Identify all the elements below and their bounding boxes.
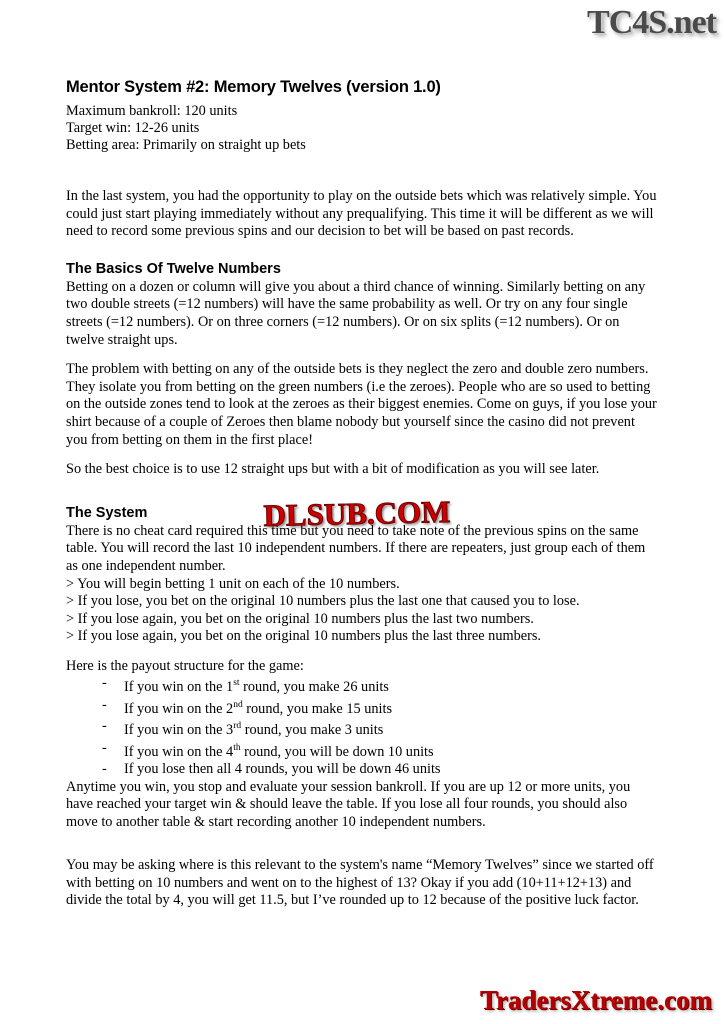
list-item — [102, 718, 658, 739]
section-heading-system: The System — [66, 504, 148, 521]
watermark-center-text: DLSUB.COM — [263, 494, 451, 533]
payout-rest-4: round, you will be down 10 units — [240, 743, 434, 760]
system-step-1: > You will begin betting 1 unit on each of the 10 numbers. — [66, 575, 400, 592]
system-closing-paragraph: Anytime you win, you stop and evaluate your session bankroll. If you are up 12 or more units, you have reached your target win & should leave the table. If you lose all four rounds, you should also move to another table & start recording another 10 independent numbers. — [66, 778, 631, 830]
system-step-3: > If you lose again, you bet on the original 10 numbers plus the last two numbers. — [66, 610, 534, 627]
intro-paragraph: In the last system, you had the opportunity to play on the outside bets which was relatively simple. You could just start playing immediately without any prequalifying. This time it will be different as we will need to record some previous spins and our decision to bet will be based on past records. — [66, 188, 657, 240]
list-item — [102, 675, 658, 696]
meta-bankroll: Maximum bankroll: 120 units — [66, 103, 238, 119]
watermark-top-right: TC4S.net — [587, 4, 716, 41]
list-item — [102, 761, 658, 779]
basics-paragraph-3: So the best choice is to use 12 straight ups but with a bit of modification as you will see later. — [66, 461, 600, 478]
watermark-center-stamp — [212, 491, 503, 537]
payout-ordinal-1: 1 — [226, 679, 234, 696]
payout-sup-1: st — [233, 678, 240, 689]
payout-rest-2: round, you make 15 units — [242, 700, 393, 717]
system-final-paragraph: You may be asking where is this relevant to the system's name “Memory Twelves” since we started off with betting on 10 numbers and went on to the highest of 13? Okay if you add (10+11+12+13) and divide the total by 4, you will get 11.5, but I’ve rounded up to 12 because of the positive luck factor. — [66, 857, 654, 909]
payout-sup-2: nd — [233, 699, 243, 710]
section-heading-basics: The Basics Of Twelve Numbers — [66, 260, 281, 277]
payout-text-2: If you win on the — [124, 700, 227, 717]
meta-betting-area: Betting area: Primarily on straight up bets — [66, 137, 306, 153]
watermark-bottom-right: TradersXtreme.com — [479, 985, 712, 1015]
payout-intro: Here is the payout structure for the game: — [66, 657, 304, 674]
payout-ordinal-4: 4 — [226, 743, 234, 760]
payout-ordinal-3: 3 — [226, 721, 234, 738]
payout-list — [66, 675, 658, 778]
basics-paragraph-2: The problem with betting on any of the outside bets is they neglect the zero and double zero numbers. They isolate you from betting on the green numbers (i.e the zeroes). People who are so used to betting on the outside zones tend to look at the zeroes as their biggest enemies. Come on guys, if you lose your shirt because of a couple of Zeroes then blame nobody but yourself since the casino did not prevent you from betting on them in the first place! — [66, 361, 657, 448]
payout-text-3: If you win on the — [124, 721, 227, 738]
list-item — [102, 740, 658, 761]
payout-text-1: If you win on the — [124, 679, 227, 696]
basics-paragraph-1: Betting on a dozen or column will give you about a third chance of winning. Similarly betting on any two double streets (=12 numbers) will have the same probability as well. Or try on any four single streets (=12 numbers). Or on three corners (=12 numbers). Or on six splits (=12 numbers). Or on twelve straight ups. — [66, 278, 646, 348]
payout-rest-3: round, you make 3 units — [241, 721, 384, 738]
system-step-2: > If you lose, you bet on the original 10 numbers plus the last one that caused you to lose. — [66, 593, 580, 610]
payout-sup-3: rd — [233, 721, 242, 732]
payout-rest-1: round, you make 26 units — [239, 679, 389, 696]
payout-sup-4: th — [233, 742, 241, 753]
system-step-4: > If you lose again, you bet on the original 10 numbers plus the last three numbers. — [66, 628, 541, 645]
page-title: Mentor System #2: Memory Twelves (version 1.0) — [66, 78, 441, 96]
meta-target-win: Target win: 12-26 units — [66, 120, 200, 136]
payout-ordinal-2: 2 — [226, 700, 234, 717]
payout-text-4: If you win on the — [124, 743, 227, 760]
payout-text-5: If you lose then all 4 rounds, you will be down 46 units — [124, 760, 441, 777]
list-item — [102, 697, 658, 718]
system-paragraph-1: There is no cheat card required this time but you need to take note of the previous spins on the same table. You will record the last 10 independent numbers. If there are repeaters, just group each of them as one independent number. — [66, 522, 646, 574]
